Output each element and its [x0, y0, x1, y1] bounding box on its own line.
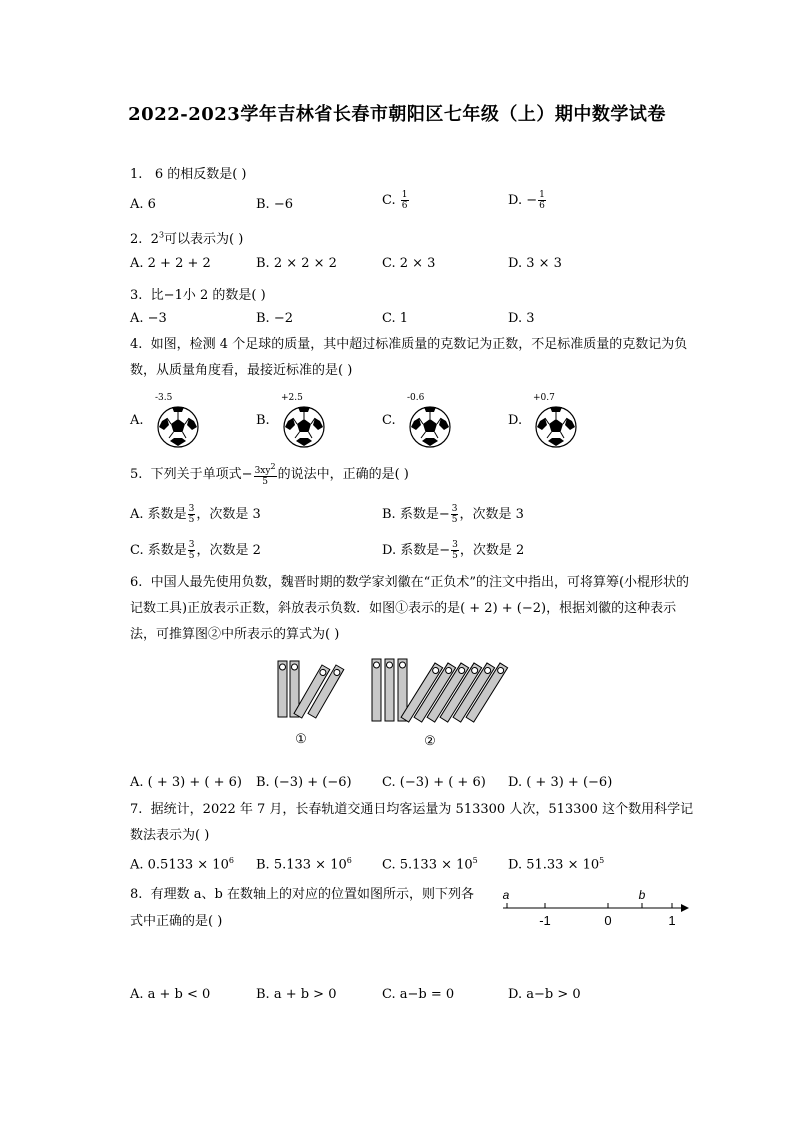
- soccer-ball-icon: [282, 405, 326, 449]
- ball-mass-label: +0.7: [533, 393, 555, 403]
- figure-1-label: ①: [295, 731, 307, 746]
- q7-option-c: C. $5.133 \times 10^5$: [382, 856, 478, 873]
- point-b-label: b: [638, 888, 646, 902]
- soccer-ball-icon: [156, 405, 200, 449]
- fraction: $\frac{3xy^2}{5}$: [254, 462, 276, 487]
- question-7: 7. 据统计，2022 年 7 月，长春轨道交通日均客运量为 513300 人次，513300 这个数用科学记数法表示为( ): [130, 802, 694, 843]
- question-1: [130, 163, 247, 182]
- q4-option-label: A.: [130, 413, 144, 428]
- q2-option-d: D. 3 × 3: [508, 256, 562, 271]
- question-5: 5. 下列关于单项式− $\frac{3xy^2}{5}$ 的说法中，正确的是( ): [130, 462, 409, 487]
- q3-option-c: C. 1: [382, 311, 409, 326]
- arrow-icon: [681, 904, 689, 912]
- number-line-figure: [495, 885, 695, 930]
- soccer-ball-icon: [408, 405, 452, 449]
- q5-option-d: D. 系数是− $\frac{3}{5}$ ，次数是 2: [382, 540, 525, 561]
- q1-option-c: C. $\frac{1}{6}$: [382, 190, 408, 211]
- page-title: 2022-2023学年吉林省长春市朝阳区七年级（上）期中数学试卷: [128, 104, 666, 125]
- q6-option-b: B. (−3) + (−6): [256, 775, 352, 790]
- ball-mass-label: -0.6: [407, 393, 425, 403]
- q3-option-a: A. −3: [130, 311, 167, 326]
- q8-option-a: A. a + b < 0: [130, 987, 211, 1002]
- point-a-label: a: [502, 888, 510, 902]
- q1-option-b: B. −6: [256, 197, 293, 212]
- tick-label: -1: [539, 913, 551, 928]
- q8-option-b: B. a + b > 0: [256, 987, 337, 1002]
- q4-option-label: C.: [382, 413, 396, 428]
- q8-option-d: D. a−b > 0: [508, 987, 581, 1002]
- question-8: 8. 有理数 a、b 在数轴上的对应的位置如图所示，则下列各式中正确的是( ): [130, 887, 475, 929]
- question-3: 3. 比−1小 2 的数是( ): [130, 288, 266, 303]
- q5-option-a: A. 系数是 $\frac{3}{5}$ ，次数是 3: [130, 504, 261, 525]
- soccer-ball: [156, 405, 200, 453]
- question-text: 6 的相反数是( ): [154, 167, 247, 182]
- q4-option-label: B.: [256, 413, 270, 428]
- q2-option-c: C. 2 × 3: [382, 256, 436, 271]
- fraction: $\frac{1}{6}$: [539, 190, 545, 211]
- ball-mass-label: +2.5: [281, 393, 303, 403]
- soccer-ball: [408, 405, 452, 453]
- q1-option-a: A. 6: [130, 197, 156, 212]
- q3-option-d: D. 3: [508, 311, 535, 326]
- counting-rods-figure: [270, 655, 530, 750]
- figure-2-label: ②: [424, 733, 436, 748]
- q5-option-c: C. 系数是 $\frac{3}{5}$ ，次数是 2: [130, 540, 261, 561]
- soccer-ball: [534, 405, 578, 453]
- q7-option-a: A. $0.5133 \times 10^6$: [130, 856, 234, 873]
- q5-option-b: B. 系数是− $\frac{3}{5}$ ，次数是 3: [382, 504, 524, 525]
- q7-option-b: B. $5.133 \times 10^6$: [256, 856, 352, 873]
- soccer-ball: [282, 405, 326, 453]
- question-number: 1.: [130, 167, 143, 182]
- q8-option-c: C. a−b = 0: [382, 987, 455, 1002]
- question-6: 6. 中国人最先使用负数，魏晋时期的数学家刘徽在“正负术”的注文中指出，可将算筹(小棍形状的记数工具)正放表示正数，斜放表示负数．如图①表示的是( + 2) + (−2)，根据刘徽的这种表示法，可推算图②中所表示的算式为( ): [130, 575, 690, 642]
- q2-option-b: B. 2 × 2 × 2: [256, 256, 337, 271]
- q1-option-d: D. − $\frac{1}{6}$: [508, 190, 545, 211]
- tick-label: 0: [604, 913, 612, 928]
- q4-option-label: D.: [508, 413, 523, 428]
- q2-option-a: A. 2 + 2 + 2: [130, 256, 211, 271]
- q7-option-d: D. $51.33 \times 10^5$: [508, 856, 605, 873]
- tick-label: 1: [668, 913, 676, 928]
- question-4: 4. 如图，检测 4 个足球的质量，其中超过标准质量的克数记为正数，不足标准质量的克数记为负数，从质量角度看，最接近标准的是( ): [130, 337, 688, 378]
- fraction: $\frac{1}{6}$: [401, 190, 408, 211]
- question-2: 2. $2^3$可以表示为( ): [130, 230, 244, 247]
- q6-option-c: C. (−3) + ( + 6): [382, 775, 486, 790]
- q3-option-b: B. −2: [256, 311, 293, 326]
- q6-option-d: D. ( + 3) + (−6): [508, 775, 613, 790]
- soccer-ball-icon: [534, 405, 578, 449]
- q6-option-a: A. ( + 3) + ( + 6): [130, 775, 242, 790]
- ball-mass-label: -3.5: [155, 393, 173, 403]
